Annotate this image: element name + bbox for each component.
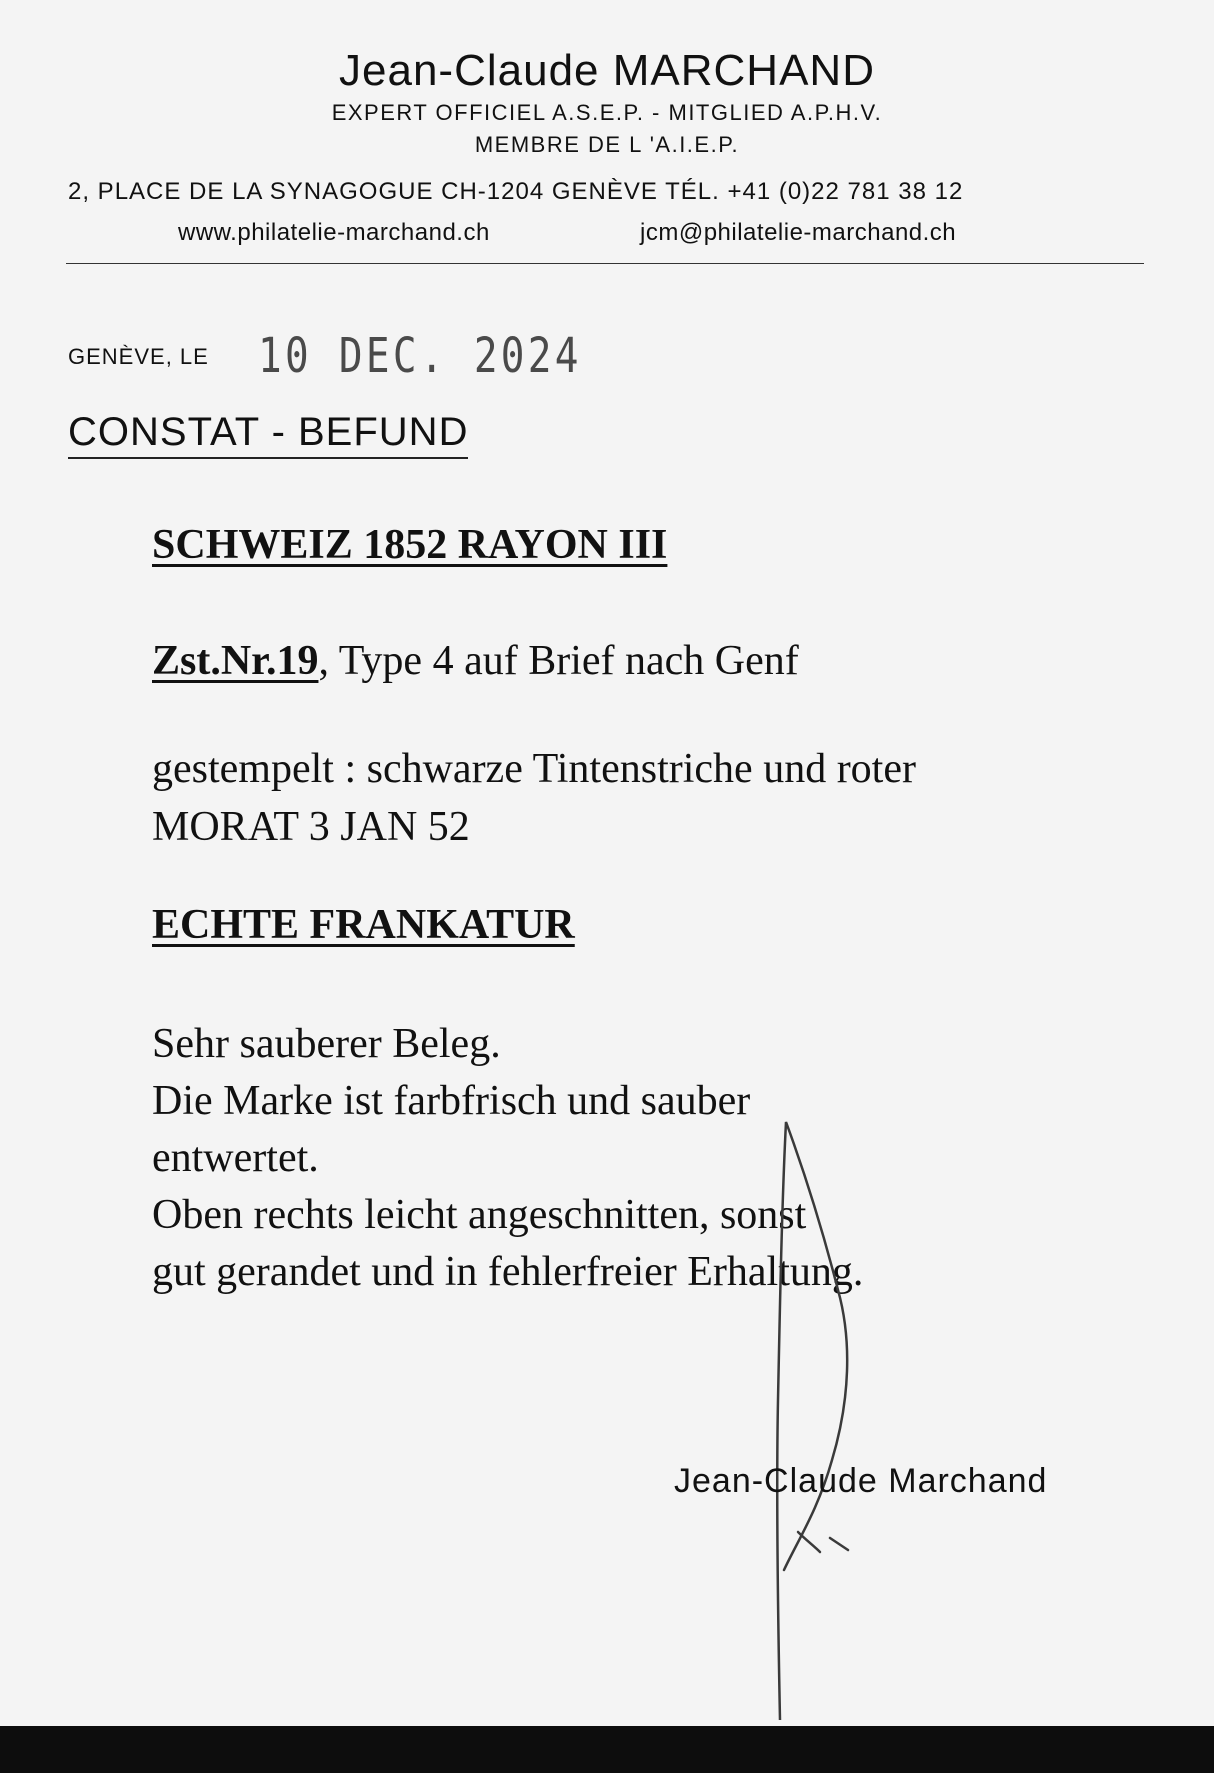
verdict-block bbox=[152, 896, 1142, 954]
cancellation-block bbox=[152, 740, 1142, 856]
header-divider bbox=[66, 263, 1144, 264]
handwritten-signature bbox=[740, 1100, 880, 1720]
cancellation-line-2: MORAT 3 JAN 52 bbox=[152, 804, 470, 850]
cancellation-line-1: gestempelt : schwarze Tintenstriche und roter bbox=[152, 746, 916, 792]
scan-border bbox=[0, 1726, 1214, 1773]
description-line: Die Marke ist farbfrisch und sauber bbox=[152, 1078, 751, 1124]
expert-name: Jean-Claude MARCHAND bbox=[339, 46, 875, 95]
expert-credentials: EXPERT OFFICIEL A.S.E.P. - MITGLIED A.P.H.V. bbox=[331, 100, 883, 125]
description-line: Sehr sauberer Beleg. bbox=[152, 1021, 501, 1067]
certificate-title bbox=[152, 516, 1142, 574]
date-stamp: 10 DEC. 2024 bbox=[258, 328, 582, 384]
catalog-number: Zst.Nr.19 bbox=[152, 638, 319, 684]
catalog-details: , Type 4 auf Brief nach Genf bbox=[318, 638, 799, 684]
description-block bbox=[152, 1016, 1142, 1301]
document-type: CONSTAT - BEFUND bbox=[68, 410, 468, 459]
verdict-text: ECHTE FRANKATUR bbox=[152, 902, 575, 948]
expert-membership: MEMBRE DE L 'A.I.E.P. bbox=[474, 132, 740, 157]
catalog-line bbox=[152, 632, 1142, 690]
description-line: Oben rechts leicht angeschnitten, sonst bbox=[152, 1192, 807, 1238]
description-line: gut gerandet und in fehlerfreier Erhaltung. bbox=[152, 1249, 864, 1295]
email-link[interactable]: jcm@philatelie-marchand.ch bbox=[640, 219, 957, 246]
website-link[interactable]: www.philatelie-marchand.ch bbox=[178, 219, 490, 246]
description-line: entwertet. bbox=[152, 1135, 319, 1181]
signer-name: Jean-Claude Marchand bbox=[674, 1462, 1048, 1500]
title-text: SCHWEIZ 1852 RAYON III bbox=[152, 522, 668, 568]
address-line: 2, PLACE DE LA SYNAGOGUE CH-1204 GENÈVE TÉL. +41 (0)22 781 38 12 bbox=[68, 178, 964, 205]
place-label: GENÈVE, LE bbox=[68, 344, 209, 369]
